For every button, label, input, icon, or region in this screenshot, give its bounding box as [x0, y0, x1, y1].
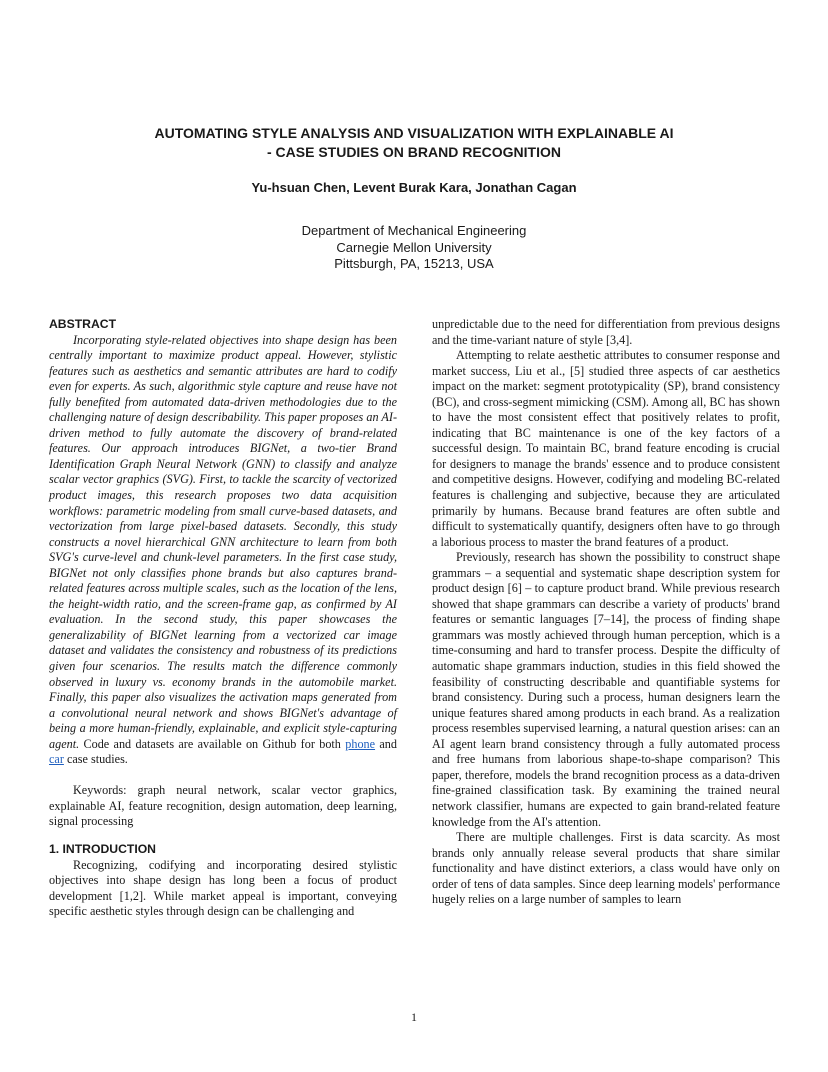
paper-title [100, 124, 728, 161]
introduction-paragraph-3: Previously, research has shown the possibility to construct shape grammars – a sequential and systematic shape description system for product design [6] – to capture product brand. While previous research showed that shape grammars can describe a variety of products' brand features or semantic languages [7–14], the process of finding shape grammars was mostly achieved through human perception, which is a time-consuming and hard to transfer process. Despite the difficulty of automatic shape grammars induction, studies in this field showed the feasibility of constructing describable and quantifiable systems for brand consistency. During such a process, human designers learn the unique features shared among products in each brand. As a realization process resembles supervised learning, a natural question arises: can an AI agent learn brand consistency through a fully automated process and free humans from laborious shape-to-shape comparison? This paper, therefore, models the brand recognition process as a data-driven fine-grained classification task. By examining the trained neural network classifier, humans are expected to gain brand-related feature knowledge from the AI's attention. [432, 550, 780, 829]
spacer [49, 830, 397, 842]
abstract-heading: ABSTRACT [49, 317, 117, 331]
spacer [49, 768, 397, 784]
introduction-paragraph-1: Recognizing, codifying and incorporating desired stylistic objectives into shape design has long been a focus of product development [1,2]. While market appeal is important, conveying specific aesthetic styles through design can be challenging and [49, 857, 397, 919]
keywords: Keywords: graph neural network, scalar vector graphics, explainable AI, feature recognition, design automation, deep learning, signal processing [49, 783, 397, 829]
right-column [432, 317, 780, 908]
introduction-paragraph-1-continued: unpredictable due to the need for differentiation from previous designs and the time-variant nature of style [3,4]. [432, 317, 780, 347]
phone-dataset-link[interactable]: phone [345, 736, 376, 751]
introduction-paragraph-2: Attempting to relate aesthetic attributes to consumer response and market success, Liu et al., [5] studied three aspects of car aesthetics impact on the market: segment prototypicality (SP), brand consistency (BC), and cross-segment mimicking (CSM). Among all, BC has shown to have the most consistent effect that positively relates to profit, indicating that BC maintenance is one of the key factors of a successful design. To maintain BC, brand feature encoding is crucial for designers to manage the brands' essence and to produce consistent and competitive designs. However, codifying and modeling BC-related features is challenging and subjective, because they are articulated primarily by humans. Because brand features are often subtle and difficult to systematically quantify, designers often have to go through a laborious process to master the brand features of a product. [432, 348, 780, 549]
affiliation-address: Pittsburgh, PA, 15213, USA [334, 256, 494, 271]
abstract-paragraph [49, 333, 397, 768]
link-conjunction: and [379, 736, 397, 751]
page-number: 1 [411, 1010, 417, 1024]
affiliation-university: Carnegie Mellon University [336, 239, 492, 255]
affiliation-department: Department of Mechanical Engineering [301, 223, 527, 238]
title-line-2: - CASE STUDIES ON BRAND RECOGNITION [266, 143, 561, 160]
abstract-body: Incorporating style-related objectives into shape design has been centrally important to maximize product appeal. However, stylistic features such as aesthetics and semantic attributes are hard to codify even for experts. As such, algorithmic style capture and reuse have not fully benefited from automated data-driven methodologies due to the challenging nature of design describability. This paper proposes an AI-driven method to fully automate the discovery of brand-related features. Our approach introduces BIGNet, a two-tier Brand Identification Graph Neural Network (GNN) to classify and analyze scalar vector graphics (SVG). First, to tackle the scarcity of vectorized product images, this research proposes two data acquisition workflows: parametric modeling from small curve-based datasets, and vectorization from large pixel-based datasets. Secondly, this study constructs a novel hierarchical GNN architecture to learn from both SVG's curve-level and chunk-level parameters. In the first case study, BIGNet not only classifies phone brands but also captures brand-related features across multiple scales, such as the location of the lens, the height-width ratio, and the screen-frame gap, as confirmed by AI evaluation. In the second study, this paper showcases the generalizability of BIGNet learning from a vectorized car image dataset and validates the consistency and robustness of its predictions given four scenarios. The results match the difference commonly observed in luxury vs. economy brands in the automobile market. Finally, this paper also visualizes the activation maps generated from a convolutional neural network and shows BIGNet's advantage of being a more human-friendly, explainable, and explicit style-capturing agent. [49, 332, 397, 751]
code-availability-suffix: case studies. [66, 752, 128, 767]
abstract-section [49, 333, 397, 768]
car-dataset-link[interactable]: car [49, 752, 64, 767]
title-line-1: AUTOMATING STYLE ANALYSIS AND VISUALIZATION WITH EXPLAINABLE AI [154, 125, 674, 141]
introduction-paragraph-4: There are multiple challenges. First is data scarcity. As most brands only annually release several products that share similar functionality and have distinct exteriors, a class would have only on order of tens of data samples. Since deep learning models' performance hugely relies on a large number of samples to learn [432, 830, 780, 907]
left-column [49, 317, 397, 920]
code-availability-text: Code and datasets are available on Github for both [83, 736, 341, 751]
introduction-heading: 1. INTRODUCTION [49, 842, 156, 856]
affiliation-block [100, 223, 728, 273]
author-list: Yu-hsuan Chen, Levent Burak Kara, Jonathan Cagan [251, 180, 577, 195]
